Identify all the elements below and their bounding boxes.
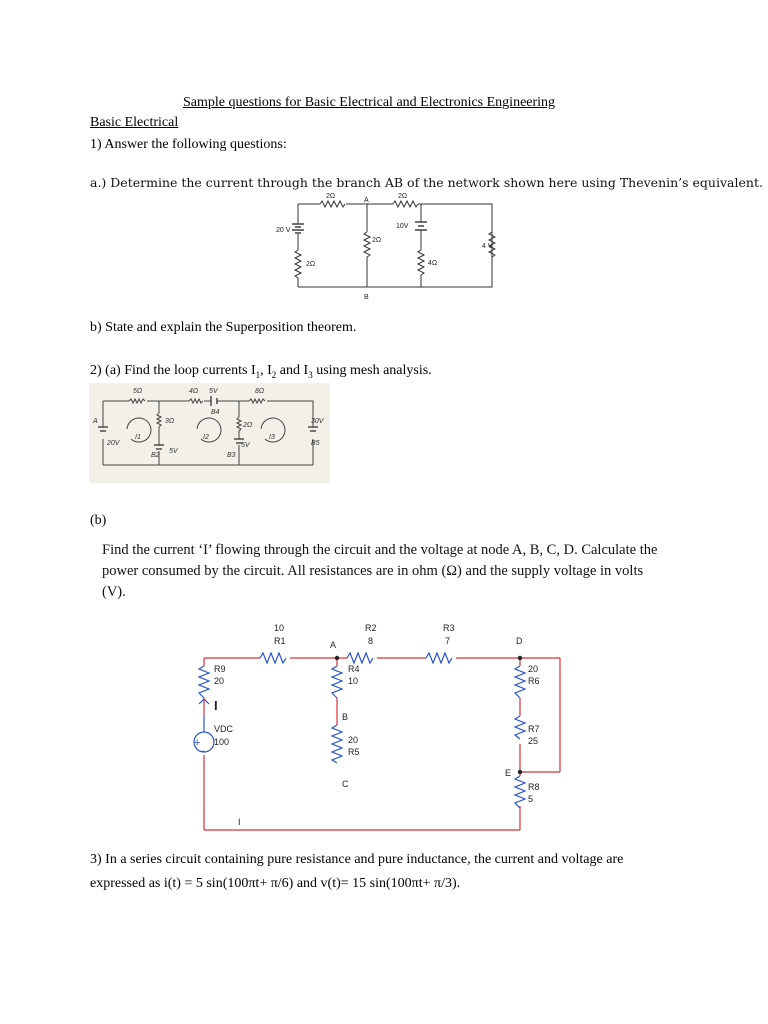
r6-label: R6 [528, 676, 540, 686]
label-r-left: 2Ω [306, 261, 316, 268]
r4-value: 10 [348, 676, 359, 686]
r1-value: 10 [274, 623, 285, 633]
label-node-b: B [364, 294, 369, 301]
question-3-line2: expressed as i(t) = 5 sin(100πt+ π/6) and v(t)= 15 sin(100πt+ π/3). [90, 876, 461, 891]
node-d-label: D [516, 636, 523, 646]
question-1a-text: a.) Determine the current through the branch AB of the network shown here using Thevenin’s equivalent. [90, 175, 763, 190]
r2-value: 8 [368, 636, 374, 646]
q2a-sub1: 1 [255, 369, 261, 380]
node-a-label: A [330, 640, 337, 650]
question-1-heading: 1) Answer the following questions: [90, 137, 287, 152]
q2a-suffix: using mesh analysis. [312, 363, 432, 378]
label-v10: 10V [396, 223, 409, 230]
r6-value: 20 [528, 664, 539, 674]
label-r1: 2Ω [326, 193, 336, 200]
mesh-label-v30: 30V [311, 418, 324, 425]
thevenin-circuit-figure [268, 192, 496, 304]
vdc-value: 100 [214, 737, 230, 747]
mesh-label-b3: B3 [227, 452, 236, 459]
q2a-sub2: 2 [271, 369, 277, 380]
mesh-label-i3: I3 [269, 434, 275, 441]
mesh-label-r3: 3Ω [165, 418, 175, 425]
mesh-label-v5a: 5V [169, 448, 178, 455]
label-r2: 2Ω [398, 193, 408, 200]
source-minus-label: − [200, 746, 206, 756]
question-3-line1: 3) In a series circuit containing pure resistance and pure inductance, the current and voltage are [90, 852, 624, 867]
node-e-label: E [505, 768, 512, 778]
r8-value: 5 [528, 794, 534, 804]
r5-label: R5 [348, 747, 360, 757]
r9-label: R9 [214, 664, 226, 674]
r9-value: 20 [214, 676, 225, 686]
mesh-circuit-figure [89, 383, 330, 483]
page-title: Sample questions for Basic Electrical and Electronics Engineering [183, 95, 556, 110]
r8-label: R8 [528, 782, 540, 792]
label-v20: 20 V [276, 227, 291, 234]
r4-label: R4 [348, 664, 360, 674]
source-plus-label: + [194, 737, 201, 749]
mesh-label-v5b: 5V [241, 442, 250, 449]
q2a-sub3: 3 [308, 369, 313, 380]
r2-label: R2 [365, 623, 377, 633]
mesh-label-r5: 5Ω [133, 388, 143, 395]
node-b-label: B [342, 712, 349, 722]
label-r4: 4Ω [428, 260, 438, 267]
q2a-and: and I [276, 363, 309, 378]
mesh-label-v20: 20V [107, 440, 120, 447]
question-1b-text: b) State and explain the Superposition theorem. [90, 320, 357, 335]
wire-tick-label: I [238, 817, 241, 827]
mesh-label-b4: B4 [211, 409, 220, 416]
mesh-label-b2: B2 [151, 452, 160, 459]
r1-label: R1 [274, 636, 286, 646]
mesh-label-i1: I1 [135, 434, 141, 441]
mesh-label-v5top: 5V [209, 388, 218, 395]
r3-label: R3 [443, 623, 455, 633]
r3-value: 7 [445, 636, 451, 646]
question-2b-text: Find the current ‘I’ flowing through the circuit and the voltage at node A, B, C, D. Calculate the power consumed by the circuit. All resistances are in ohm (Ω) and the supply voltage in volts (V). [102, 542, 658, 600]
r5-value: 20 [348, 735, 359, 745]
label-r-ab: 2Ω [372, 237, 382, 244]
mesh-label-r2: 2Ω [243, 422, 253, 429]
q2a-prefix: 2) (a) Find the loop currents I [90, 363, 256, 378]
r7-label: R7 [528, 724, 540, 734]
mesh-label-a: A [93, 418, 98, 425]
mesh-label-r8: 8Ω [255, 388, 265, 395]
node-c-label: C [342, 779, 349, 789]
section-heading: Basic Electrical [90, 115, 179, 130]
mesh-label-i2: I2 [203, 434, 209, 441]
mesh-label-b5: B5 [311, 440, 320, 447]
r7-value: 25 [528, 736, 539, 746]
node-voltage-circuit-figure [190, 620, 570, 835]
current-i-label: I [214, 698, 218, 713]
question-2b-label: (b) [90, 513, 107, 528]
label-node-a: A [364, 197, 369, 204]
q2a-comma: , I [260, 363, 272, 378]
question-2a-text [90, 362, 432, 384]
vdc-label: VDC [214, 724, 234, 734]
mesh-label-r4: 4Ω [189, 388, 199, 395]
label-v4: 4 V [482, 243, 493, 250]
